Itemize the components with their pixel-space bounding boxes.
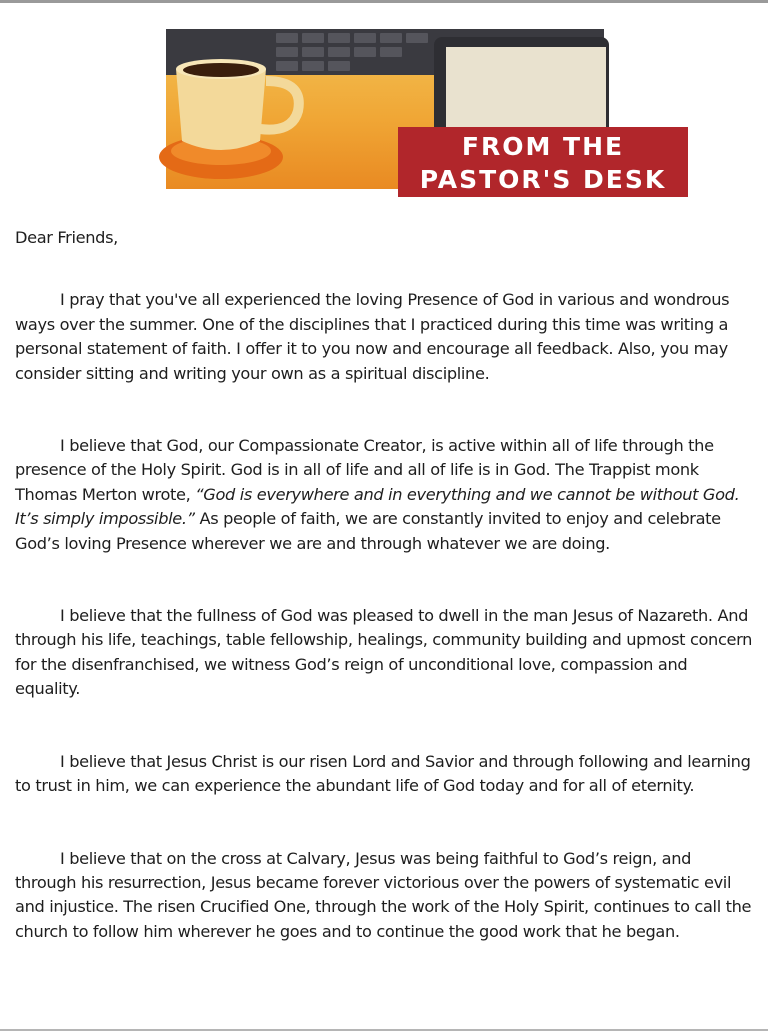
- paragraph-5: I believe that on the cross at Calvary, Jesus was being faithful to God’s reign, and through his resurrection, Jesus became forever victorious over the powers of systematic evil and injustice. The risen Crucified One, through the work of the Holy Spirit, continues to call the church to follow him wherever he goes and to continue the good work that he began.: [15, 848, 752, 941]
- salutation: Dear Friends,: [15, 228, 118, 247]
- bottom-border: [0, 1029, 768, 1031]
- merton-quote: “God is everywhere and in everything and we cannot be without God. It’s simply impossible.”: [15, 484, 740, 529]
- paragraph-2-intro: I believe that God, our Compassionate Creator, is active within all of life through the presence of the Holy Spirit. God is in all of life and all of life is in God. The Trappist monk Thomas Merton wrote,: [15, 436, 714, 504]
- paragraph-2-rest: As people of faith, we are constantly invited to enjoy and celebrate God’s loving Presence wherever we are and through whatever we are doing.: [15, 509, 721, 553]
- banner-title-line-1: FROM THE: [461, 132, 625, 161]
- header-banner: [166, 29, 667, 194]
- paragraph-1: I pray that you've all experienced the loving Presence of God in various and wondrous ways over the summer. One of the disciplines that I practiced during this time was writing a personal statement of faith. I offer it to you now and encourage all feedback. Also, you may consider sitting and writing your own as a spiritual discipline.: [15, 290, 730, 383]
- banner-title: [398, 127, 688, 197]
- paragraph-3: I believe that the fullness of God was pleased to dwell in the man Jesus of Nazareth. And through his life, teachings, table fellowship, healings, community building and upmost concern for the disenfranchised, we witness God’s reign of unconditional love, compassion and equality.: [15, 606, 753, 699]
- top-border: [0, 0, 768, 3]
- paragraph-4: I believe that Jesus Christ is our risen Lord and Savior and through following and learning to trust in him, we can experience the abundant life of God today and for all of eternity.: [15, 751, 751, 796]
- letter-body: [15, 226, 755, 992]
- banner-title-line-2: PASTOR'S DESK: [419, 165, 667, 194]
- paragraph-2: [15, 434, 755, 556]
